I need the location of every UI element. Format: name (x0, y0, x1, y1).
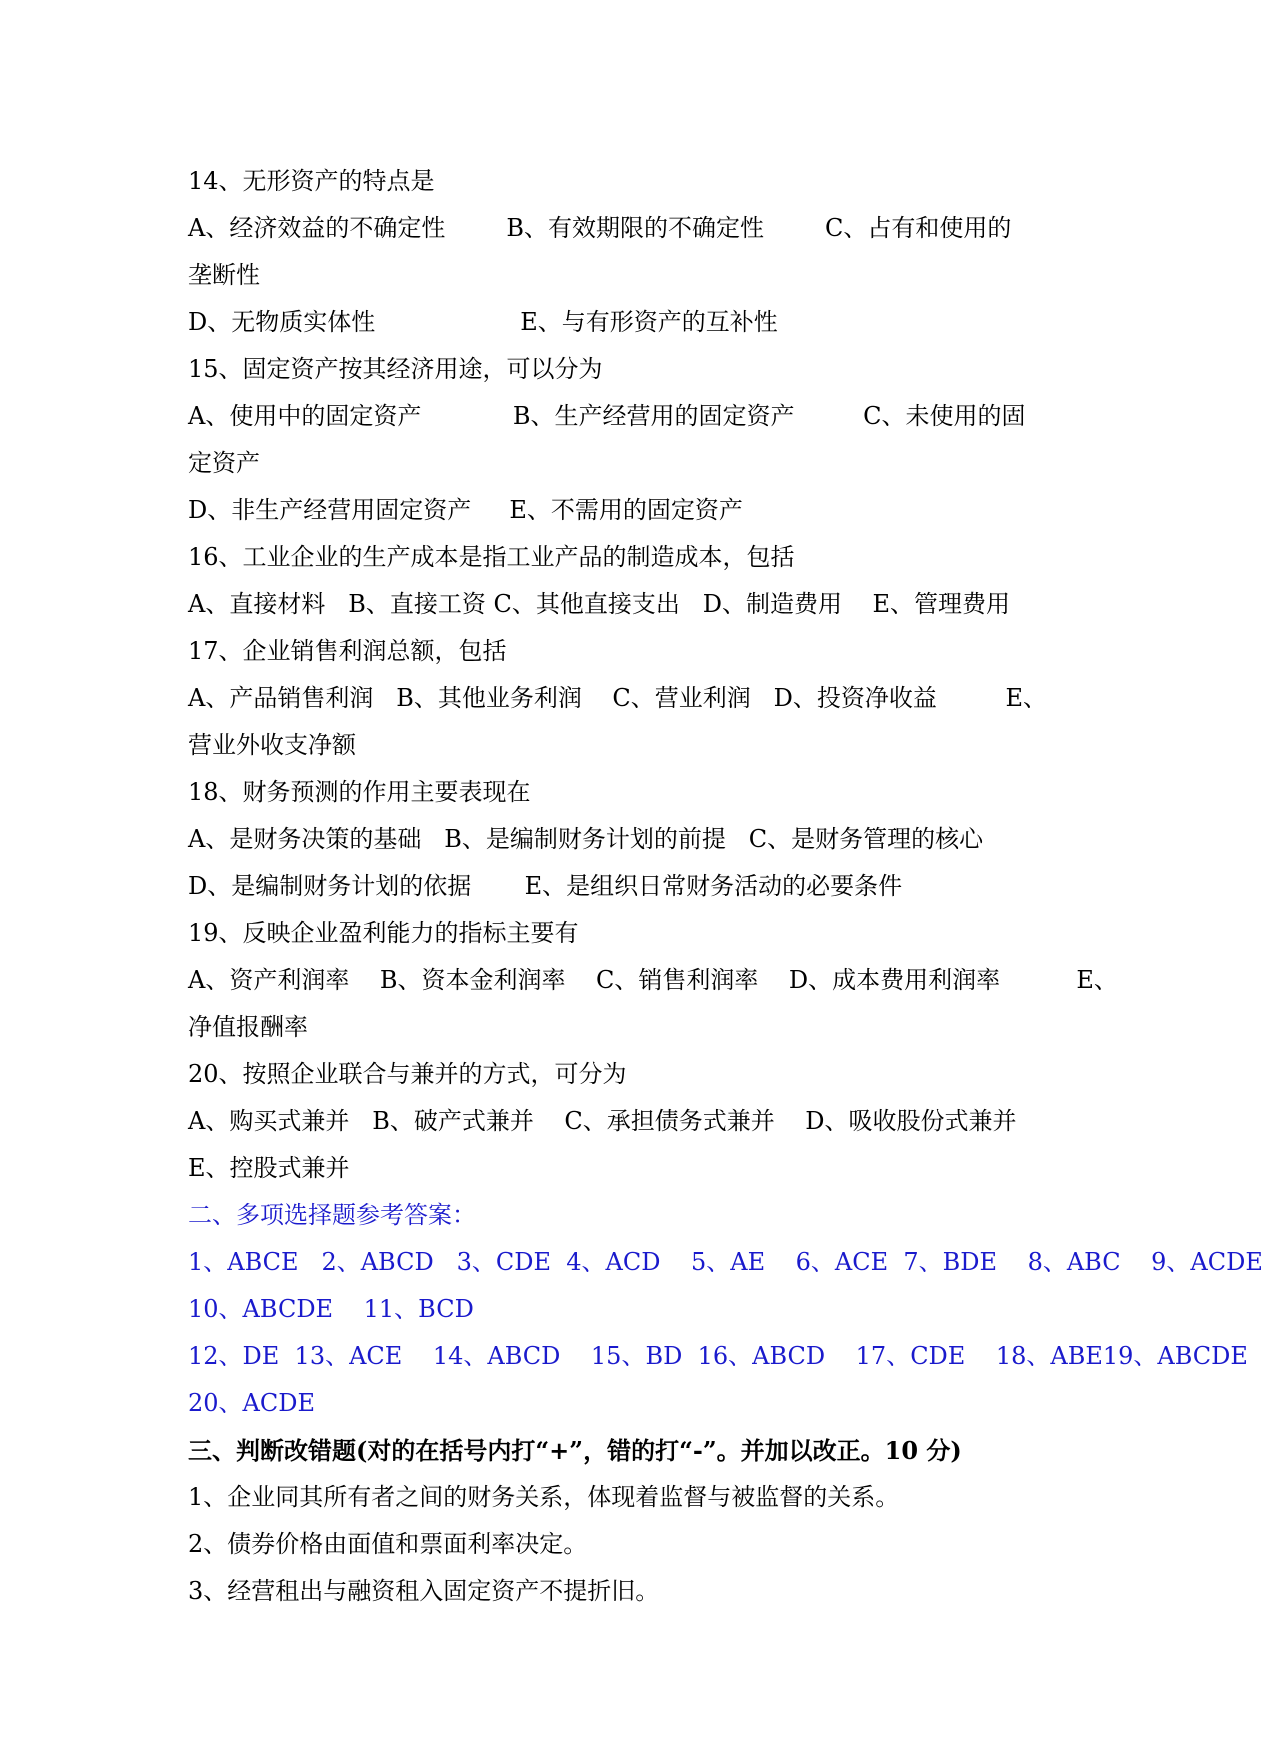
true-false-item-3: 3、经营租出与融资租入固定资产不提折旧。 (188, 1577, 660, 1605)
true-false-item-1: 1、企业同其所有者之间的财务关系，体现着监督与被监督的关系。 (188, 1483, 900, 1511)
question-15-options-line-2: 定资产 (188, 449, 260, 477)
answer-key-line-3: 12、DE 13、ACE 14、ABCD 15、BD 16、ABCD 17、CDE 18、ABE19、ABCDE (188, 1342, 1248, 1370)
true-false-item-2: 2、债券价格由面值和票面利率决定。 (188, 1530, 588, 1558)
document-page (188, 158, 1263, 1615)
question-18-title: 18、财务预测的作用主要表现在 (188, 778, 531, 806)
question-14-options-line-2: 垄断性 (188, 261, 260, 289)
question-14-options-line-3: D、无物质实体性 E、与有形资产的互补性 (188, 308, 778, 336)
question-18-options-line-1: A、是财务决策的基础 B、是编制财务计划的前提 C、是财务管理的核心 (188, 825, 984, 853)
answer-key-line-4: 20、ACDE (188, 1389, 315, 1417)
question-17-options-line-1: A、产品销售利润 B、其他业务利润 C、营业利润 D、投资净收益 E、 (188, 684, 1048, 712)
question-17-title: 17、企业销售利润总额，包括 (188, 637, 507, 665)
question-15-options-line-1: A、使用中的固定资产 B、生产经营用的固定资产 C、未使用的固 (188, 402, 1026, 430)
question-20-options-line-2: E、控股式兼并 (188, 1154, 350, 1182)
question-16-title: 16、工业企业的生产成本是指工业产品的制造成本，包括 (188, 543, 795, 571)
question-18-options-line-2: D、是编制财务计划的依据 E、是组织日常财务活动的必要条件 (188, 872, 903, 900)
question-19-options-line-1: A、资产利润率 B、资本金利润率 C、销售利润率 D、成本费用利润率 E、 (188, 966, 1118, 994)
question-16-options: A、直接材料 B、直接工资 C、其他直接支出 D、制造费用 E、管理费用 (188, 590, 1011, 618)
question-19-title: 19、反映企业盈利能力的指标主要有 (188, 919, 579, 947)
question-20-options-line-1: A、购买式兼并 B、破产式兼并 C、承担债务式兼并 D、吸收股份式兼并 (188, 1107, 1017, 1135)
answer-key-line-2: 10、ABCDE 11、BCD (188, 1295, 474, 1323)
question-20-title: 20、按照企业联合与兼并的方式，可分为 (188, 1060, 627, 1088)
answer-key-heading: 二、多项选择题参考答案： (188, 1201, 476, 1229)
question-19-options-line-2: 净值报酬率 (188, 1013, 308, 1041)
question-14-options-line-1: A、经济效益的不确定性 B、有效期限的不确定性 C、占有和使用的 (188, 214, 1012, 242)
question-15-options-line-3: D、非生产经营用固定资产 E、不需用的固定资产 (188, 496, 743, 524)
question-14-title: 14、无形资产的特点是 (188, 167, 435, 195)
section-3-heading: 三、判断改错题(对的在括号内打“+”，错的打“-”。并加以改正。10 分) (188, 1436, 962, 1465)
answer-key-line-1: 1、ABCE 2、ABCD 3、CDE 4、ACD 5、AE 6、ACE 7、BDE 8、ABC 9、ACDE (188, 1248, 1263, 1276)
question-17-options-line-2: 营业外收支净额 (188, 731, 356, 759)
question-15-title: 15、固定资产按其经济用途，可以分为 (188, 355, 603, 383)
